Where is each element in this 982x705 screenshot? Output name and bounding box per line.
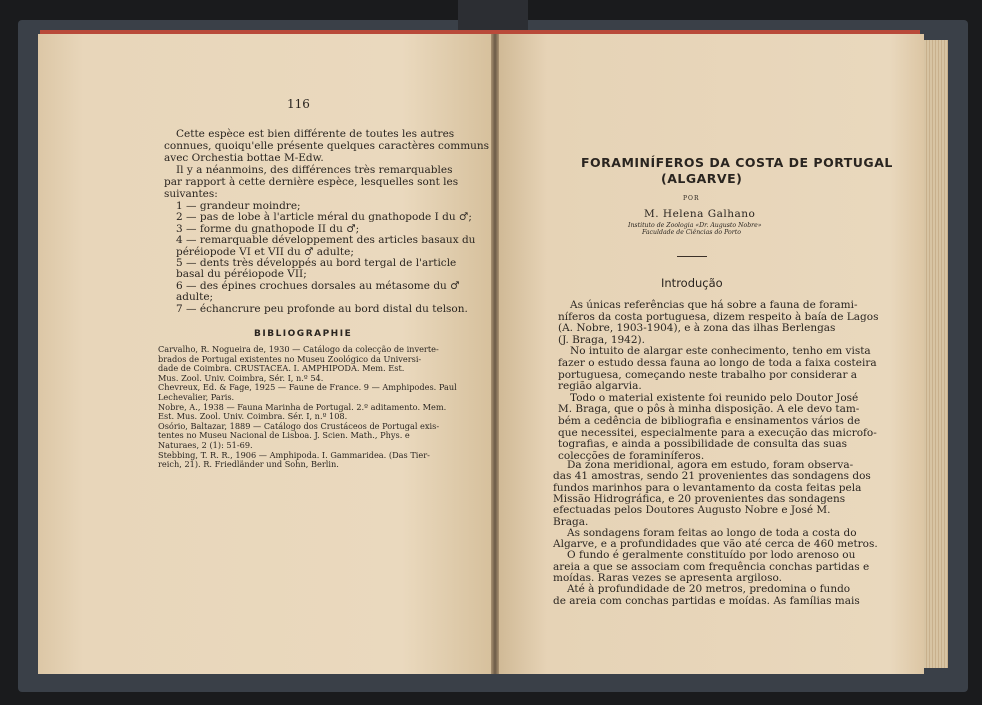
by-label: POR [683,195,700,202]
affiliation-line2: Faculdade de Ciências do Porto [642,229,741,236]
page-edges-right [924,40,948,668]
section-heading: Introdução [661,276,723,290]
text-line: bém a cedência de bibliografia e ensinamentos vários de [558,415,861,427]
text-line: fazer o estudo dessa fauna ao longo de toda a faixa costeira [558,357,877,369]
text-line: adulte; [176,291,214,304]
text-line: Nobre, A., 1938 — Fauna Marinha de Portugal. 2.º aditamento. Mem. [158,401,447,412]
text-line: Est. Mus. Zool. Univ. Coimbra. Sér. I, n.º 108. [158,411,348,422]
text-line: moídas. Raras vezes se apresenta argiloso. [553,572,782,584]
text-line: Da zona meridional, agora em estudo, foram observa- [567,459,854,471]
text-line: Il y a néanmoins, des différences très remarquables [176,164,453,176]
text-line: tentes no Museu Nacional de Lisboa. J. Scien. Math., Phys. e [158,430,410,441]
text-line: Carvalho, R. Nogueira de, 1930 — Catálogo da colecção de inverte- [158,344,439,354]
text-line: M. Braga, que o pôs à minha disposição. A ele devo tam- [558,403,860,416]
text-line: Todo o material existente foi reunido pelo Doutor José [570,391,859,404]
text-line: 5 — dents très développés au bord tergal de l'article [176,257,457,269]
text-line: Osório, Baltazar, 1889 — Catálogo dos Crustáceos de Portugal exis- [158,420,440,431]
affiliation-line1: Instituto de Zoologia «Dr. Augusto Nobre» [628,222,762,229]
article-title-line1: FORAMINÍFEROS DA COSTA DE PORTUGAL [581,155,893,170]
text-line: Cette espèce est bien différente de toutes les autres [176,128,455,140]
article-title-line2: (ALGARVE) [661,171,743,186]
text-line: de areia com conchas partidas e moídas. As famílias mais [553,594,860,607]
text-line: basal du péréiopode VII; [176,268,307,281]
author-name: M. Helena Galhano [644,208,756,220]
text-line: níferos da costa portuguesa, dizem respeito à baía de Lagos [558,310,879,323]
text-line: Lechevalier, Paris. [158,392,235,402]
text-line: reich, 21). R. Friedländer und Sohn, Berlin. [158,459,339,470]
text-line: efectuadas pelos Doutores Augusto Nobre e José M. [553,504,831,517]
text-line: brados de Portugal existentes no Museu Zoológico da Universi- [158,353,422,364]
text-line: 3 — forme du gnathopode II du ♂; [176,222,360,235]
text-line: fundos marinhos para o levantamento da costa feitas pela [553,481,862,494]
text-line: péréiopode VI et VII du ♂ adulte; [176,245,354,258]
bibliography-title: BIBLIOGRAPHIE [254,329,353,339]
text-line: Missão Hidrográfica, e 20 provenientes das sondagens [553,492,846,505]
text-line: O fundo é geralmente constituído por lodo arenoso ou [567,549,856,562]
text-line: colecções de foraminíferos. [558,449,705,462]
text-line: 1 — grandeur moindre; [176,200,301,212]
text-line: Algarve, e a profundidades que vão até cerca de 460 metros. [553,538,878,551]
book-gutter [491,34,499,674]
text-line: Stebbing, T. R. R., 1906 — Amphipoda. I. Gammaridea. (Das Tier- [158,449,430,460]
page-number: 116 [287,97,310,111]
text-line: 2 — pas de lobe à l'article méral du gnathopode I du ♂; [176,211,472,224]
text-line: Chevreux, Ed. & Fage, 1925 — Faune de France. 9 — Amphipodes. Paul [158,382,457,393]
text-line: tografias, e ainda a possibilidade de consulta das suas [558,438,848,451]
text-line: região algarvia. [558,380,642,393]
text-line: 6 — des épines crochues dorsales au métasome du ♂ [176,279,460,292]
text-line: Naturaes, 2 (1): 51-69. [158,440,253,450]
text-line: avec Orchestia bottae M-Edw. [164,152,324,164]
text-line: (J. Braga, 1942). [558,333,645,346]
text-line: suivantes: [164,188,218,200]
book-spine [458,0,528,34]
text-line: portuguesa, começando neste trabalho por considerar a [558,368,858,381]
text-line: Mus. Zool. Univ. Coimbra, Sér. I, n.º 54. [158,372,324,383]
text-line: dade de Coimbra. CRUSTACEA. I. AMPHIPODA. Mem. Est. [158,363,405,374]
text-line: No intuito de alargar este conhecimento, tenho em vista [570,345,871,358]
text-line: areia a que se associam com frequência conchas partidas e [553,560,870,573]
text-line: connues, quoiqu'elle présente quelques caractères communs [164,140,490,152]
text-line: As sondagens foram feitas ao longo de toda a costa do [567,526,857,539]
text-line: As únicas referências que há sobre a fauna de forami- [570,299,858,311]
text-line: (A. Nobre, 1903-1904), e à zona das ilhas Berlengas [558,322,836,335]
text-line: 7 — échancrure peu profonde au bord distal du telson. [176,302,468,315]
text-line: par rapport à cette dernière espèce, lesquelles sont les [164,176,459,188]
text-line: das 41 amostras, sendo 21 provenientes das sondagens dos [553,470,871,483]
text-line: Até à profundidade de 20 metros, predomina o fundo [567,583,851,596]
title-divider [677,256,707,257]
text-line: Braga. [553,515,589,528]
text-line: 4 — remarquable développement des articles basaux du [176,234,476,247]
text-line: que necessitei, especialmente para a execução das microfo- [558,426,877,439]
